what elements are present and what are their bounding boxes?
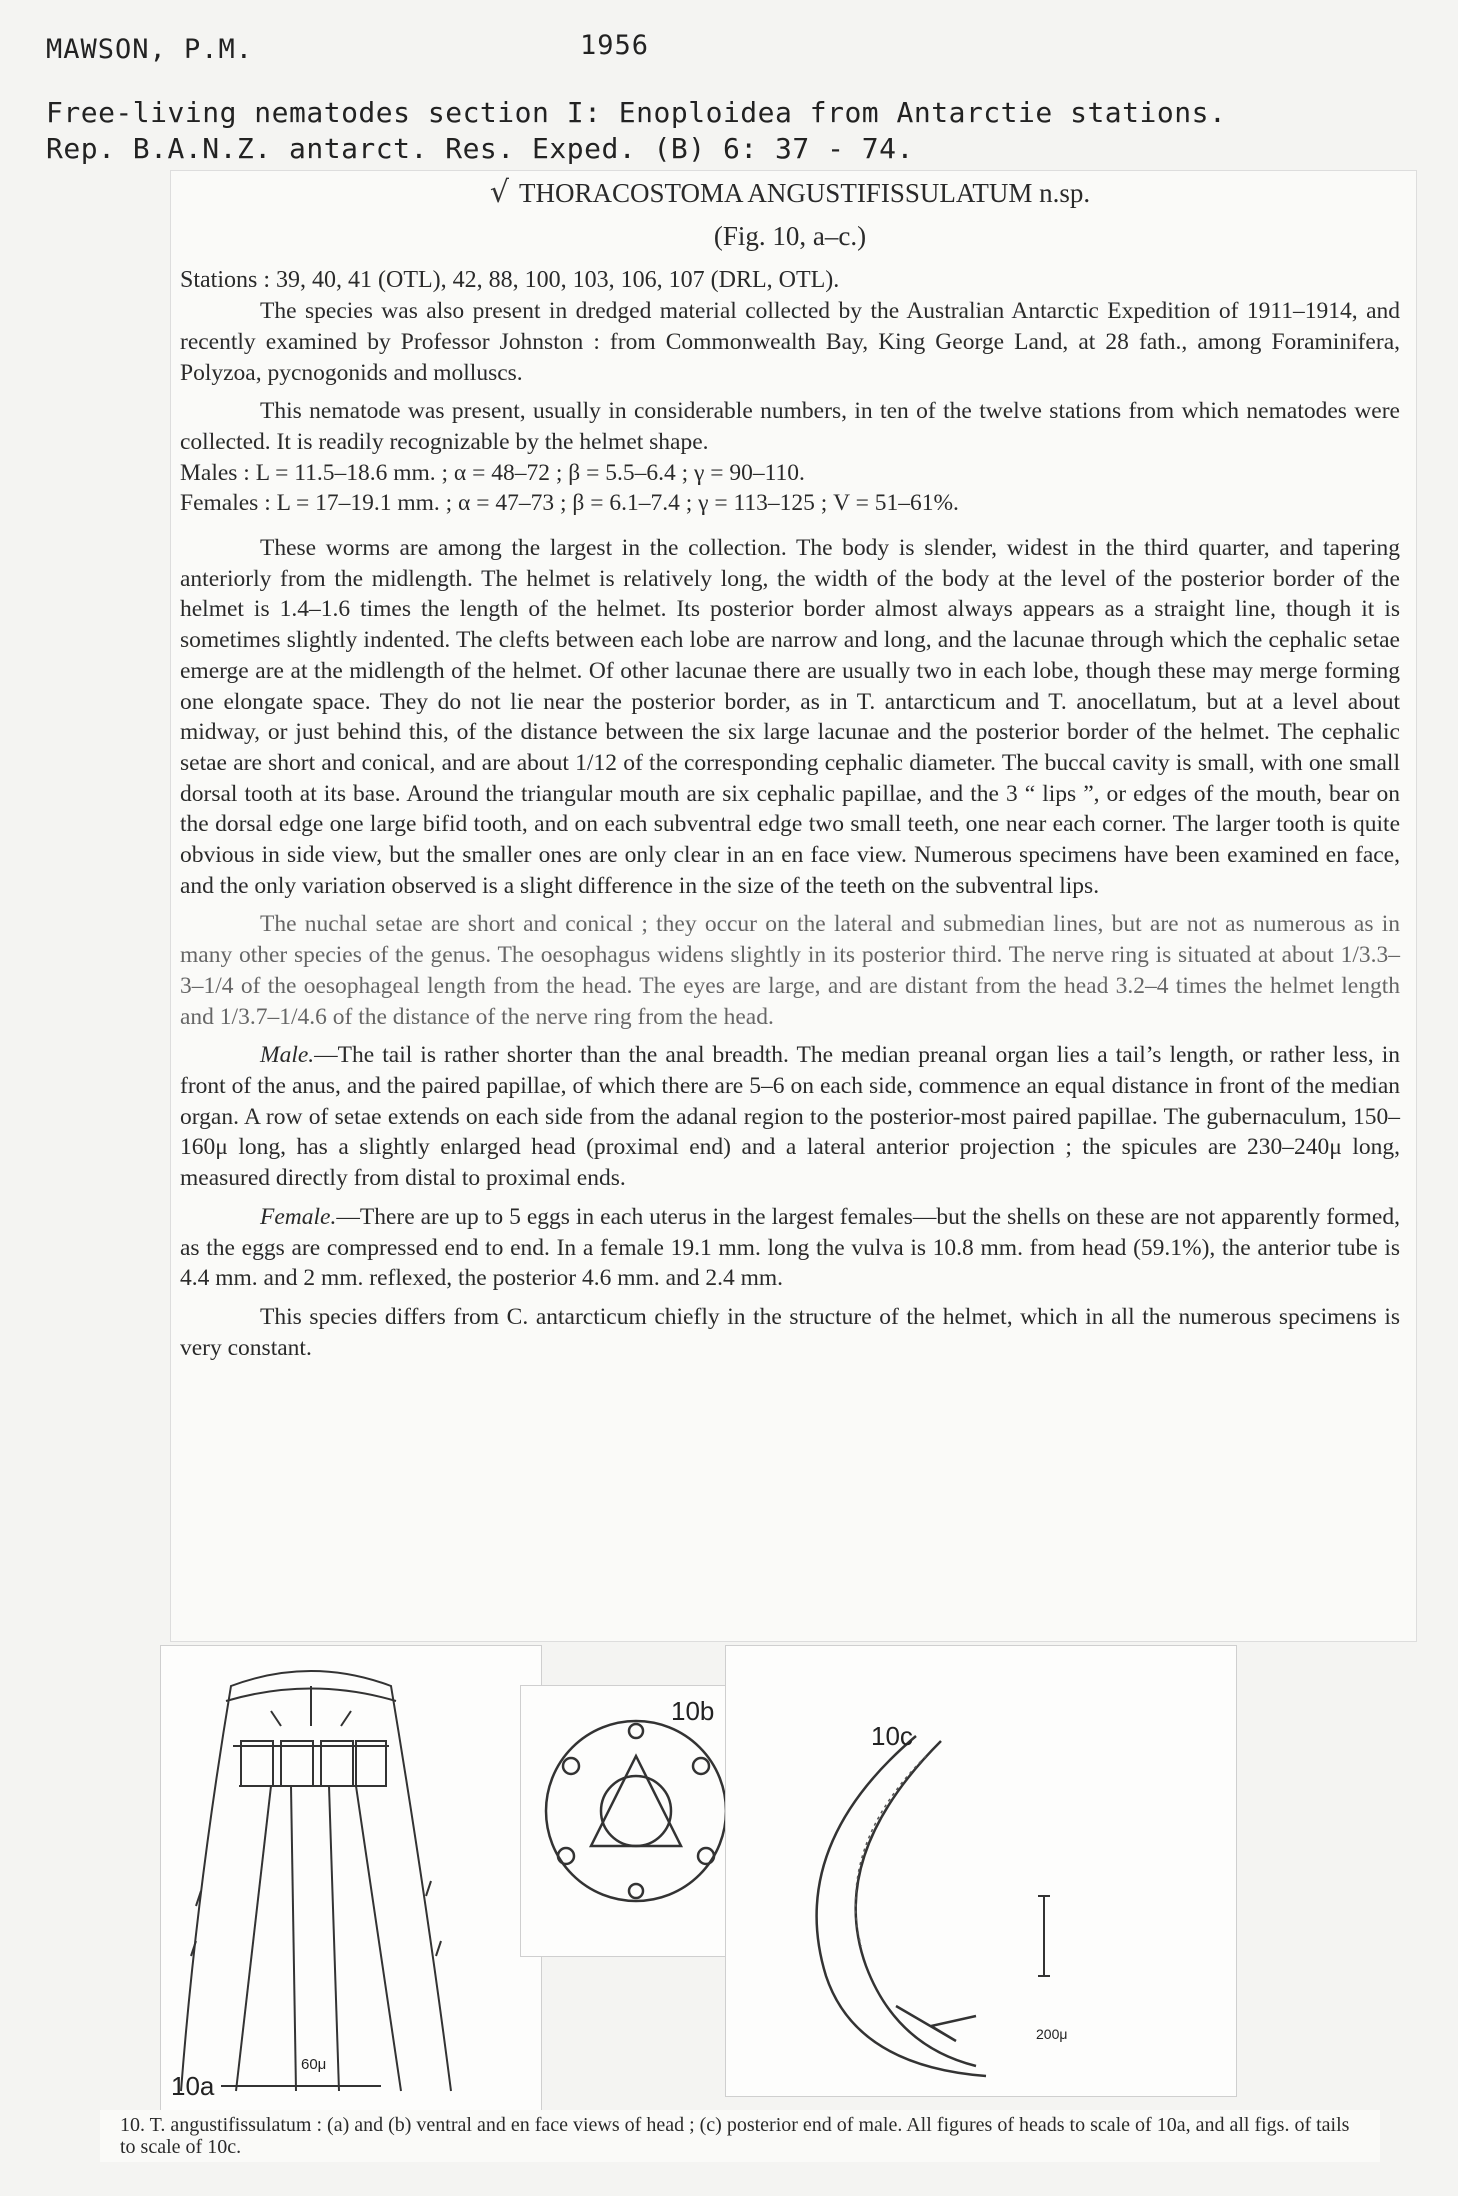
male-text: —The tail is rather shorter than the anal breadth. The median preanal organ lies a tail’s length, or rather less, in front of the anus, and the paired papillae, of which there are 5–6 on each side, commence an equal distance in front of the median organ. A row of setae extends on each side from the adanal region to the posterior-most paired papillae. The gubernaculum, 150–160μ long, has a slightly enlarged head (proximal end) and a lateral anterior projection ; the spicules are 230–240μ long, measured directly from distal to proximal ends. xyxy=(180,1042,1400,1192)
female-paragraph xyxy=(180,1202,1400,1294)
author-name: MAWSON, P.M. xyxy=(46,34,254,65)
scale-10c: 200μ xyxy=(1036,2026,1068,2042)
paragraph-2: This nematode was present, usually in considerable numbers, in ten of the twelve stations from which nematodes were collected. It is readily recognizable by the helmet shape. xyxy=(180,398,1400,455)
article-body xyxy=(180,175,1400,1363)
paragraph-4: The nuchal setae are short and conical ; they occur on the lateral and submedian lines, but are not as numerous as in many other species of the genus. The oesophagus widens slightly in its posterior third. The nerve ring is situated at about 1/3.3–3–1/4 of the oesophageal length from the head. The eyes are large, and are distant from the head 3.2–4 times the helmet length and 1/3.7–1/4.6 of the distance of the nerve ring from the head. xyxy=(180,911,1400,1030)
male-label: Male. xyxy=(260,1042,315,1069)
figure-reference: (Fig. 10, a–c.) xyxy=(713,220,867,251)
head-ventral-drawing xyxy=(161,1646,541,2111)
label-10b: 10b xyxy=(671,1696,715,1726)
figure-caption: 10. T. angustifissulatum : (a) and (b) ventral and en face views of head ; (c) posterior end of male. All figures of heads to scale of 10a, and all figs. of tails to scale of 10c. xyxy=(100,2110,1380,2162)
figure-10a xyxy=(160,1645,542,2112)
females-measurements: Females : L = 17–19.1 mm. ; α = 47–73 ; β = 6.1–7.4 ; γ = 113–125 ; V = 51–61%. xyxy=(180,490,959,517)
female-text: —There are up to 5 eggs in each uterus in the largest females—but the shells on these are not apparently formed, as the eggs are compressed end to end. In a female 19.1 mm. long the vulva is 10.8 mm. from head (59.1%), the anterior tube is 4.4 mm. and 2 mm. reflexed, the posterior 4.6 mm. and 2.4 mm. xyxy=(180,1203,1400,1292)
label-10c: 10c xyxy=(871,1721,913,1751)
male-paragraph xyxy=(180,1040,1400,1194)
check-mark-icon: √ xyxy=(489,175,510,210)
reference-line-1: Free-living nematodes section I: Enoploidea from Antarctie stations. xyxy=(46,96,1227,129)
label-10a: 10a xyxy=(171,2071,215,2101)
reference-line-2: Rep. B.A.N.Z. antarct. Res. Exped. (B) 6: 37 - 74. xyxy=(46,132,914,165)
publication-year: 1956 xyxy=(580,30,650,61)
figure-10c xyxy=(725,1645,1237,2097)
paragraph-last: This species differs from C. antarcticum chiefly in the structure of the helmet, which in all the numerous specimens is very constant. xyxy=(180,1303,1400,1361)
title-text: THORACOSTOMA ANGUSTIFISSULATUM n.sp. xyxy=(519,178,1091,208)
female-label: Female. xyxy=(260,1203,337,1230)
scale-10a: 60μ xyxy=(301,2056,327,2073)
species-title xyxy=(180,175,1400,210)
figure-plates xyxy=(150,1640,1310,2110)
paragraph-3: These worms are among the largest in the collection. The body is slender, widest in the third quarter, and tapering anteriorly from the midlength. The helmet is relatively long, the width of the body at the level of the posterior border of the helmet is 1.4–1.6 times the length of the helmet. Its posterior border almost always appears as a straight line, though it is sometimes slightly indented. The clefts between each lobe are narrow and long, and the lacunae through which the cephalic setae emerge are at the midlength of the helmet. Of other lacunae there are usually two in each lobe, though these may merge forming one elongate space. They do not lie near the posterior border, as in T. antarcticum and T. anocellatum, but at a level about midway, or just behind this, of the distance between the six large lacunae and the posterior border of the helmet. The cephalic setae are short and conical, and are about 1/12 of the corresponding cephalic diameter. The buccal cavity is small, with one small dorsal tooth at its base. Around the triangular mouth are six cephalic papillae, and the 3 “ lips ”, or edges of the mouth, bear on the dorsal edge one large bifid tooth, and on each subventral edge two small teeth, one near each corner. The larger tooth is quite obvious in side view, but the smaller ones are only clear in an en face view. Numerous specimens have been examined en face, and the only variation observed is a slight difference in the size of the teeth on the subventral lips. xyxy=(180,535,1400,899)
stations-line: Stations : 39, 40, 41 (OTL), 42, 88, 100, 103, 106, 107 (DRL, OTL). xyxy=(180,267,840,294)
male-tail-drawing xyxy=(726,1646,1236,2096)
males-measurements: Males : L = 11.5–18.6 mm. ; α = 48–72 ; β = 5.5–6.4 ; γ = 90–110. xyxy=(180,459,805,486)
paragraph-1: The species was also present in dredged material collected by the Australian Antarctic Expedition of 1911–1914, and recently examined by Professor Johnston : from Commonwealth Bay, King George Land, at 28 fath., among Foraminifera, Polyzoa, pycnogonids and molluscs. xyxy=(180,298,1400,386)
